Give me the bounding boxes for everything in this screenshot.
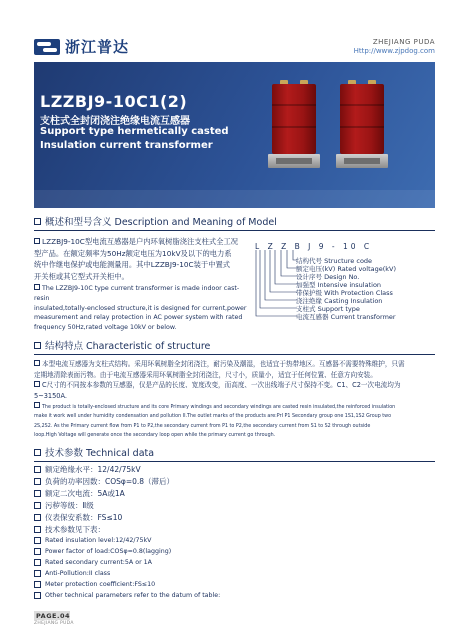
company-logo xyxy=(34,36,129,57)
tech-item-cn: 额定二次电流：5A或1A xyxy=(34,488,125,499)
tech-item-en: Anti-Pollution:II class xyxy=(34,570,110,577)
transformer-image-2 xyxy=(336,84,388,170)
description-cn-line: 统中作继电保护或电能测量用。其中LZZBJ9-10C装于中置式 xyxy=(34,260,231,269)
tech-item-cn: 额定绝缘水平：12/42/75kV xyxy=(34,464,141,475)
tech-item-cn: 仪表保安系数：FS≤10 xyxy=(34,512,122,523)
tech-item-en: Other technical parameters refer to the datum of table: xyxy=(34,592,220,599)
square-bullet-icon xyxy=(34,381,40,387)
code-meaning-item: 结构代号 Structure code xyxy=(296,257,373,265)
square-bullet-icon xyxy=(34,514,41,521)
structure-en-line: The product is totally-enclosed structure and its core Primary windings and secondary windings are casted resin insulated,the reinforced insulation xyxy=(34,402,435,412)
structure-en xyxy=(34,402,435,441)
structure-cn-line: 本型电流互感器为支柱式结构。采用环氧树脂全封闭浇注，耐污染及潮湿，也适宜于热带地区。互感器不需要特殊维护，只需 xyxy=(34,359,435,370)
tech-item-en: Power factor of load:COSφ=0.8(lagging) xyxy=(34,548,171,555)
description-cn xyxy=(34,236,249,282)
structure-cn-line: C尺寸的不同按本参数的互感器，仅是产品的长度、宽度改变，而高度、一次出线端子尺寸保持不变。C1、C2一次电流均为 xyxy=(34,380,435,391)
section-divider xyxy=(34,230,435,231)
square-bullet-icon xyxy=(34,548,41,555)
hero-stripe xyxy=(34,190,435,208)
structure-cn-line: 定期地清除表面污物。由于电流互感器采用环氧树脂全封闭浇注，尺寸小，质量小，适宜于任何位置、任意方向安装。 xyxy=(34,370,377,379)
square-bullet-icon xyxy=(34,592,41,599)
model-code-diagram xyxy=(255,250,299,332)
section-technical-title: 技术参数 Technical data xyxy=(45,448,155,459)
square-bullet-icon xyxy=(34,490,41,497)
product-subtitle-en-1: Support type hermetically casted xyxy=(40,126,229,137)
square-bullet-icon xyxy=(34,502,41,509)
description-en xyxy=(34,284,249,333)
structure-en-line: 2S,2S2. As the Primary current flow from P1 to P2,the secondary current from P1 to P2,the secondary current from S1 to S2 through outside xyxy=(34,423,371,429)
code-meaning-item: 支柱式 Support type xyxy=(296,305,360,313)
hero-banner xyxy=(34,62,435,208)
page-number: PAGE.04 xyxy=(36,611,70,620)
square-bullet-icon xyxy=(34,284,40,290)
product-subtitle-en-2: Insulation current transformer xyxy=(40,140,213,151)
square-bullet-icon xyxy=(34,218,41,225)
description-en-line: insulated,totally-enclosed structure,it is designed for current,power xyxy=(34,304,247,312)
tech-item-cn: 污秽等级：Ⅱ级 xyxy=(34,500,94,511)
description-cn-line: 开关柜或其它型式开关柜中。 xyxy=(34,271,129,281)
section-divider xyxy=(34,354,435,355)
square-bullet-icon xyxy=(34,449,41,456)
logo-text: 浙江普达 xyxy=(65,38,130,56)
section-structure-title: 结构特点 Characteristic of structure xyxy=(45,341,211,352)
code-meaning-item: 带保护级 With Protection Class xyxy=(296,289,393,297)
tech-item-en: Rated secondary current:5A or 1A xyxy=(34,559,152,566)
code-meaning-item: 浇注绝缘 Casting Insulation xyxy=(296,297,383,305)
description-en-line: The LZZBJ9-10C type current transformer is made indoor cast-resin xyxy=(34,285,240,302)
square-bullet-icon xyxy=(34,360,40,366)
section-divider xyxy=(34,461,435,462)
structure-cn-line: 5~3150A. xyxy=(34,391,67,400)
section-technical-head xyxy=(34,445,154,459)
square-bullet-icon xyxy=(34,581,41,588)
square-bullet-icon xyxy=(34,466,41,473)
company-name-en: ZHEJIANG PUDA xyxy=(372,38,435,46)
code-meaning-item: 额定电压(kV) Rated voltage(kV) xyxy=(296,265,397,273)
square-bullet-icon xyxy=(34,570,41,577)
code-meaning-item: 设计序号 Design No. xyxy=(296,273,360,281)
tech-item-cn: 技术参数见下表： xyxy=(34,524,105,535)
product-title: LZZBJ9-10C1(2) xyxy=(40,92,188,111)
structure-en-line: loop.High Voltage will generate once the secondary loop open while the primary current go through. xyxy=(34,433,276,439)
code-meaning-item: 电流互感器 Current transformer xyxy=(296,313,396,321)
tech-item-en: Meter protection coefficient:FS≤10 xyxy=(34,581,155,588)
section-description-head xyxy=(34,214,277,228)
structure-en-line: make it work well under humidity condensation and pollution II.The outlet marks of the products are:PrI P1 Secondary group one 1S1,1S2 Group two xyxy=(34,414,392,420)
tech-item-cn: 负荷的功率因数：COSφ=0.8（滞后） xyxy=(34,476,174,487)
square-bullet-icon xyxy=(34,238,40,244)
page-header xyxy=(0,0,469,62)
structure-cn xyxy=(34,359,435,401)
section-description-title: 概述和型号含义 Description and Meaning of Model xyxy=(45,217,277,228)
square-bullet-icon xyxy=(34,342,41,349)
code-meaning-item: 加强型 Intensive insulation xyxy=(296,281,382,289)
description-cn-line: 型产品。在额定频率为50Hz额定电压为10kV及以下的电力系 xyxy=(34,248,232,258)
square-bullet-icon xyxy=(34,402,40,408)
description-cn-line: LZZBJ9-10C型电流互感器是户内环氧树脂浇注支柱式全工况 xyxy=(34,236,249,248)
square-bullet-icon xyxy=(34,526,41,533)
description-en-line: frequency 50Hz,rated voltage 10kV or below. xyxy=(34,324,177,332)
footer-company: ZHEJIANG PUDA xyxy=(34,621,74,626)
square-bullet-icon xyxy=(34,559,41,566)
transformer-image-1 xyxy=(268,84,320,170)
tech-item-en: Rated insulation level:12/42/75kV xyxy=(34,537,151,544)
model-code: L Z Z B J 9 - 10 C xyxy=(255,242,373,251)
square-bullet-icon xyxy=(34,537,41,544)
company-url[interactable]: Http://www.zjpdog.com xyxy=(353,47,435,55)
logo-mark-icon xyxy=(34,39,60,55)
product-subtitle-cn: 支柱式全封闭浇注绝缘电流互感器 xyxy=(40,116,190,127)
section-structure-head xyxy=(34,338,210,352)
description-en-line: measurement and relay protection in AC power system with rated xyxy=(34,314,243,322)
square-bullet-icon xyxy=(34,478,41,485)
